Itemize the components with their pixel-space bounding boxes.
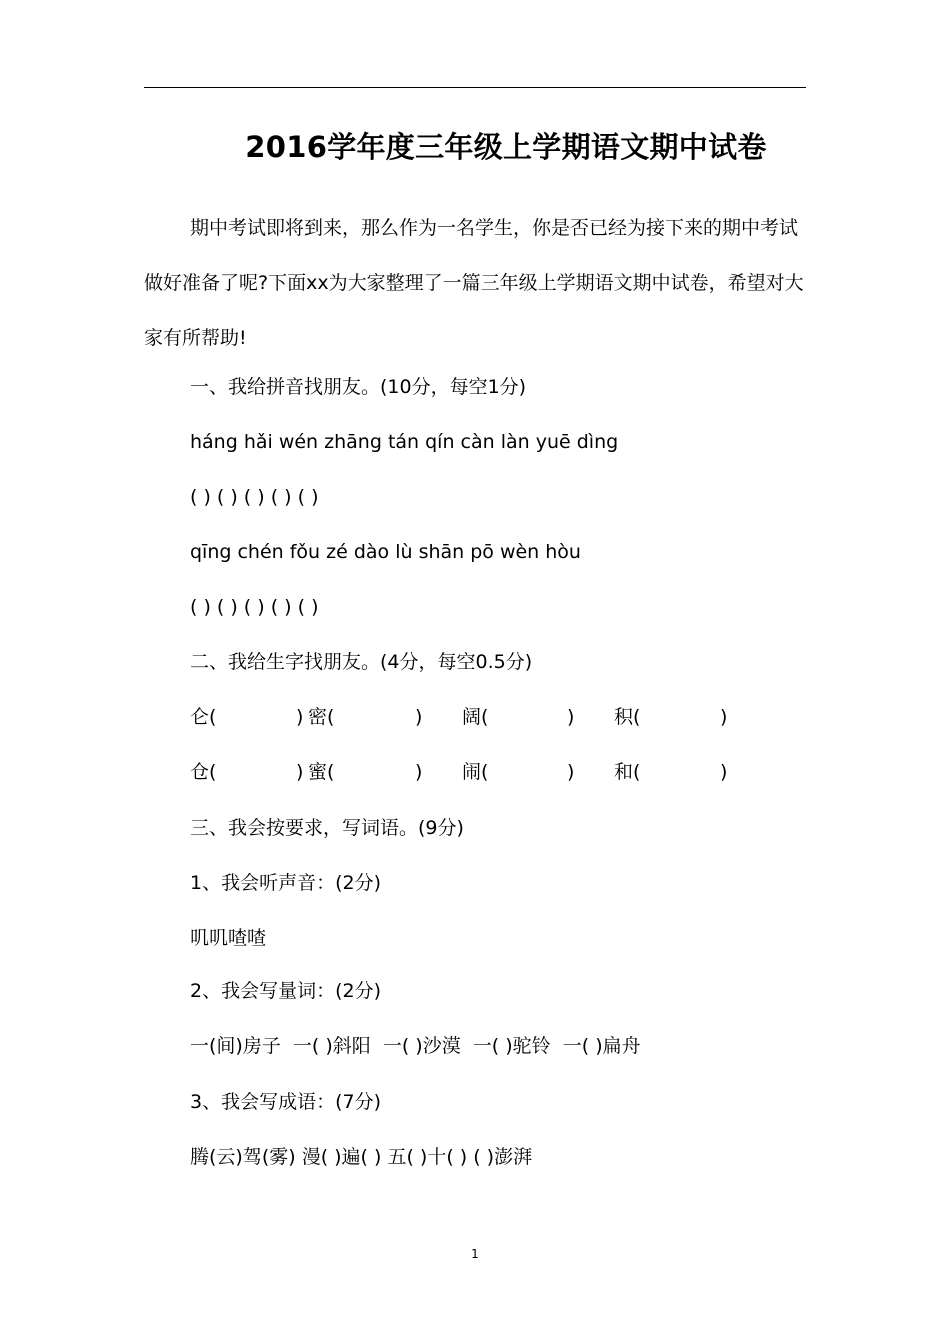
question-2-content: 一(间)房子 一( )斜阳 一( )沙漠 一( )驼铃 一( )扁舟 <box>190 1035 641 1057</box>
section2-heading: 二、我给生字找朋友。(4分，每空0.5分) <box>190 651 533 673</box>
char-cell: ) <box>720 761 728 783</box>
pinyin-row-2: qīng chén fǒu zé dào lù shān pō wèn hòu <box>190 541 581 563</box>
intro-text: 期中考试即将到来，那么作为一名学生，你是否已经为接下来的期中考试做好准备了呢?下面xx为大家整理了一篇三年级上学期语文期中试卷，希望对大家有所帮助! <box>144 217 804 349</box>
char-cell: 仓( <box>190 761 217 783</box>
blanks-row-1: ( ) ( ) ( ) ( ) ( ) <box>190 486 319 508</box>
char-cell: ) <box>567 761 575 783</box>
char-cell: 和( <box>614 761 641 783</box>
pinyin-row-1: háng hǎi wén zhāng tán qín càn làn yuē dìng <box>190 431 619 453</box>
char-cell: ) <box>296 706 304 728</box>
page-number: 1 <box>471 1247 479 1261</box>
char-cell: ) <box>415 706 423 728</box>
char-cell: ) <box>720 706 728 728</box>
question-1: 1、我会听声音：(2分) <box>190 872 382 894</box>
question-3: 3、我会写成语：(7分) <box>190 1091 382 1113</box>
char-cell: 积( <box>614 706 641 728</box>
question-1-content: 叽叽喳喳 <box>190 927 267 949</box>
document-title: 2016学年度三年级上学期语文期中试卷 <box>245 130 767 164</box>
char-cell: 仑( <box>190 706 217 728</box>
char-cell: 密( <box>308 706 335 728</box>
char-cell: ) <box>415 761 423 783</box>
section1-heading: 一、我给拼音找朋友。(10分，每空1分) <box>190 376 527 398</box>
char-cell: ) <box>567 706 575 728</box>
char-cell: 闹( <box>462 761 489 783</box>
blanks-row-2: ( ) ( ) ( ) ( ) ( ) <box>190 596 319 618</box>
char-cell: ) <box>296 761 304 783</box>
intro-paragraph <box>144 201 806 366</box>
char-cell: 蜜( <box>308 761 335 783</box>
header-rule <box>144 87 806 88</box>
question-3-content: 腾(云)驾(雾) 漫( )遍( ) 五( )十( ) ( )澎湃 <box>190 1146 533 1168</box>
section3-heading: 三、我会按要求，写词语。(9分) <box>190 817 464 839</box>
question-2: 2、我会写量词：(2分) <box>190 980 382 1002</box>
char-cell: 阔( <box>462 706 489 728</box>
